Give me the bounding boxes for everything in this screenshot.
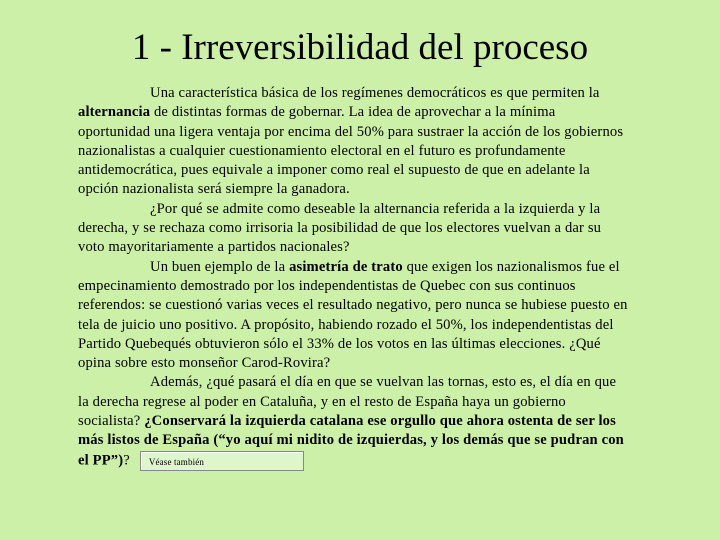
paragraph-1-text-c: de distintas formas de gobernar. La idea de aprovechar a la mínima oportunidad una ligera ventaja por encima del 50% para sustraer la acción de los gobiernos nazionalistas a cualquier cuestionamiento electoral en el futuro es profundamente antidemocrática, pues equivale a imponer como real el supuesto de que en adelante la opción nazionalista será siempre la ganadora. bbox=[78, 104, 624, 198]
paragraph-3-text-c: que exigen los nazionalismos fue el empecinamiento demostrado por los independentistas de Quebec con sus continuos referendos: se cuestionó varias veces el resultado negativo, pero nunca se hubiese puesto en tela de juicio uno positivo. A propósito, habiendo rozado el 50%, los independentistas del Partido Quebequés obtuvieron sólo el 33% de los votos en las últimas elecciones. ¿Qué opina sobre esto monseñor Carod-Rovira? bbox=[78, 258, 628, 372]
paragraph-4 bbox=[78, 373, 630, 470]
paragraph-3-bold: asimetría de trato bbox=[289, 258, 403, 275]
paragraph-2-text: ¿Por qué se admite como deseable la alternancia referida a la izquierda y la derecha, y se rechaza como irrisoria la posibilidad de que los electores vuelvan a dar su voto mayoritariamente a partidos nacionales? bbox=[78, 200, 602, 256]
slide-title: 1 - Irreversibilidad del proceso bbox=[131, 27, 589, 68]
paragraph-4-bold: ¿Conservará la izquierda catalana ese orgullo que ahora ostenta de ser los más listos de España (“yo aquí mi nidito de izquierdas, y los demás que se pudran con el PP”) bbox=[78, 413, 624, 468]
see-also-button[interactable]: Véase también bbox=[140, 451, 304, 471]
paragraph-1-text-a: Una característica básica de los regímenes democráticos es que permiten la bbox=[150, 85, 600, 101]
paragraph-1-bold: alternancia bbox=[78, 104, 151, 121]
paragraph-3-text-a: Un buen ejemplo de la bbox=[150, 258, 290, 275]
paragraph-4-text-c: ? bbox=[123, 451, 130, 468]
paragraph-1 bbox=[78, 84, 630, 200]
paragraph-2 bbox=[78, 200, 630, 258]
paragraph-4-text-a: Además, ¿qué pasará el día en que se vuelvan las tornas, esto es, el día en que la derecha regrese al poder en Cataluña, y en el resto de España haya un gobierno socialista? bbox=[78, 374, 617, 430]
slide-body bbox=[78, 84, 630, 471]
paragraph-3 bbox=[78, 258, 630, 374]
